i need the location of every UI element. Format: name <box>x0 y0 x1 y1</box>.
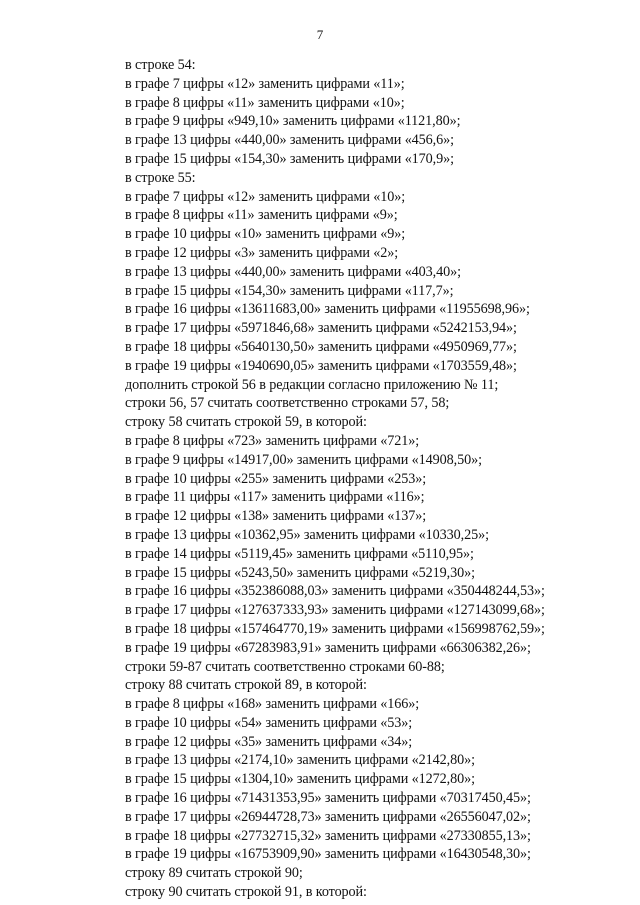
document-line: в графе 15 цифры «1304,10» заменить цифрами «1272,80»; <box>125 771 475 788</box>
document-line: в графе 17 цифры «5971846,68» заменить цифрами «5242153,94»; <box>125 320 517 337</box>
document-line: в графе 13 цифры «440,00» заменить цифрами «456,6»; <box>125 132 454 149</box>
document-line: в графе 9 цифры «14917,00» заменить цифрами «14908,50»; <box>125 451 482 468</box>
document-line: в графе 14 цифры «5119,45» заменить цифрами «5110,95»; <box>125 545 474 562</box>
document-line: строку 89 считать строкой 90; <box>125 865 303 882</box>
document-line: в графе 15 цифры «5243,50» заменить цифрами «5219,30»; <box>125 564 475 581</box>
document-line: в графе 19 цифры «1940690,05» заменить цифрами «1703559,48»; <box>125 357 517 374</box>
document-line: дополнить строкой 56 в редакции согласно приложению № 11; <box>125 376 499 393</box>
document-line: в графе 13 цифры «440,00» заменить цифрами «403,40»; <box>125 263 461 280</box>
document-line: в графе 16 цифры «71431353,95» заменить цифрами «70317450,45»; <box>125 790 531 807</box>
document-line: в графе 8 цифры «11» заменить цифрами «9»; <box>125 207 398 224</box>
document-line: в графе 19 цифры «16753909,90» заменить цифрами «16430548,30»; <box>125 846 531 863</box>
document-line: в графе 13 цифры «10362,95» заменить цифрами «10330,25»; <box>125 526 489 543</box>
document-line: в графе 10 цифры «255» заменить цифрами «253»; <box>125 470 427 487</box>
document-line: в графе 16 цифры «352386088,03» заменить цифрами «350448244,53»; <box>125 583 545 600</box>
document-line: в графе 12 цифры «35» заменить цифрами «34»; <box>125 733 413 750</box>
document-line: в графе 10 цифры «10» заменить цифрами «9»; <box>125 226 406 243</box>
document-line: в строке 54: <box>125 57 196 73</box>
document-line: в графе 18 цифры «27732715,32» заменить цифрами «27330855,13»; <box>125 827 531 844</box>
document-line: в графе 15 цифры «154,30» заменить цифрами «170,9»; <box>125 150 454 167</box>
document-line: строку 88 считать строкой 89, в которой: <box>125 677 367 694</box>
document-line: в графе 15 цифры «154,30» заменить цифрами «117,7»; <box>125 282 454 299</box>
document-line: в графе 17 цифры «127637333,93» заменить цифрами «127143099,68»; <box>125 602 545 619</box>
document-line: в графе 7 цифры «12» заменить цифрами «10»; <box>125 188 406 205</box>
document-line: в графе 18 цифры «157464770,19» заменить цифрами «156998762,59»; <box>125 620 545 637</box>
page-number: 7 <box>316 27 324 42</box>
document-line: в графе 8 цифры «723» заменить цифрами «721»; <box>125 432 420 449</box>
document-line: в графе 16 цифры «13611683,00» заменить цифрами «11955698,96»; <box>125 301 530 318</box>
document-line: в графе 9 цифры «949,10» заменить цифрами «1121,80»; <box>125 113 461 130</box>
document-line: в графе 12 цифры «138» заменить цифрами «137»; <box>125 508 427 525</box>
document-line: в графе 12 цифры «3» заменить цифрами «2»; <box>125 244 399 261</box>
document-line: строку 90 считать строкой 91, в которой: <box>125 884 367 901</box>
document-line: в графе 10 цифры «54» заменить цифрами «53»; <box>125 714 413 731</box>
document-line: в графе 8 цифры «11» заменить цифрами «10»; <box>125 94 405 111</box>
document-line: в графе 17 цифры «26944728,73» заменить цифрами «26556047,02»; <box>125 808 531 825</box>
document-line: строку 58 считать строкой 59, в которой: <box>125 414 367 431</box>
document-line: в графе 18 цифры «5640130,50» заменить цифрами «4950969,77»; <box>125 338 517 355</box>
document-line: в графе 8 цифры «168» заменить цифрами «166»; <box>125 696 420 713</box>
document-line: в строке 55: <box>125 169 196 186</box>
document-line: в графе 19 цифры «67283983,91» заменить цифрами «66306382,26»; <box>125 639 531 656</box>
document-line: в графе 11 цифры «117» заменить цифрами «116»; <box>125 489 425 506</box>
document-line: в графе 13 цифры «2174,10» заменить цифрами «2142,80»; <box>125 752 475 769</box>
document-line: в графе 7 цифры «12» заменить цифрами «11»; <box>125 75 405 92</box>
document-line: строки 56, 57 считать соответственно строками 57, 58; <box>125 395 450 412</box>
document-line: строки 59-87 считать соответственно строками 60-88; <box>125 658 445 675</box>
document-body <box>125 56 595 902</box>
